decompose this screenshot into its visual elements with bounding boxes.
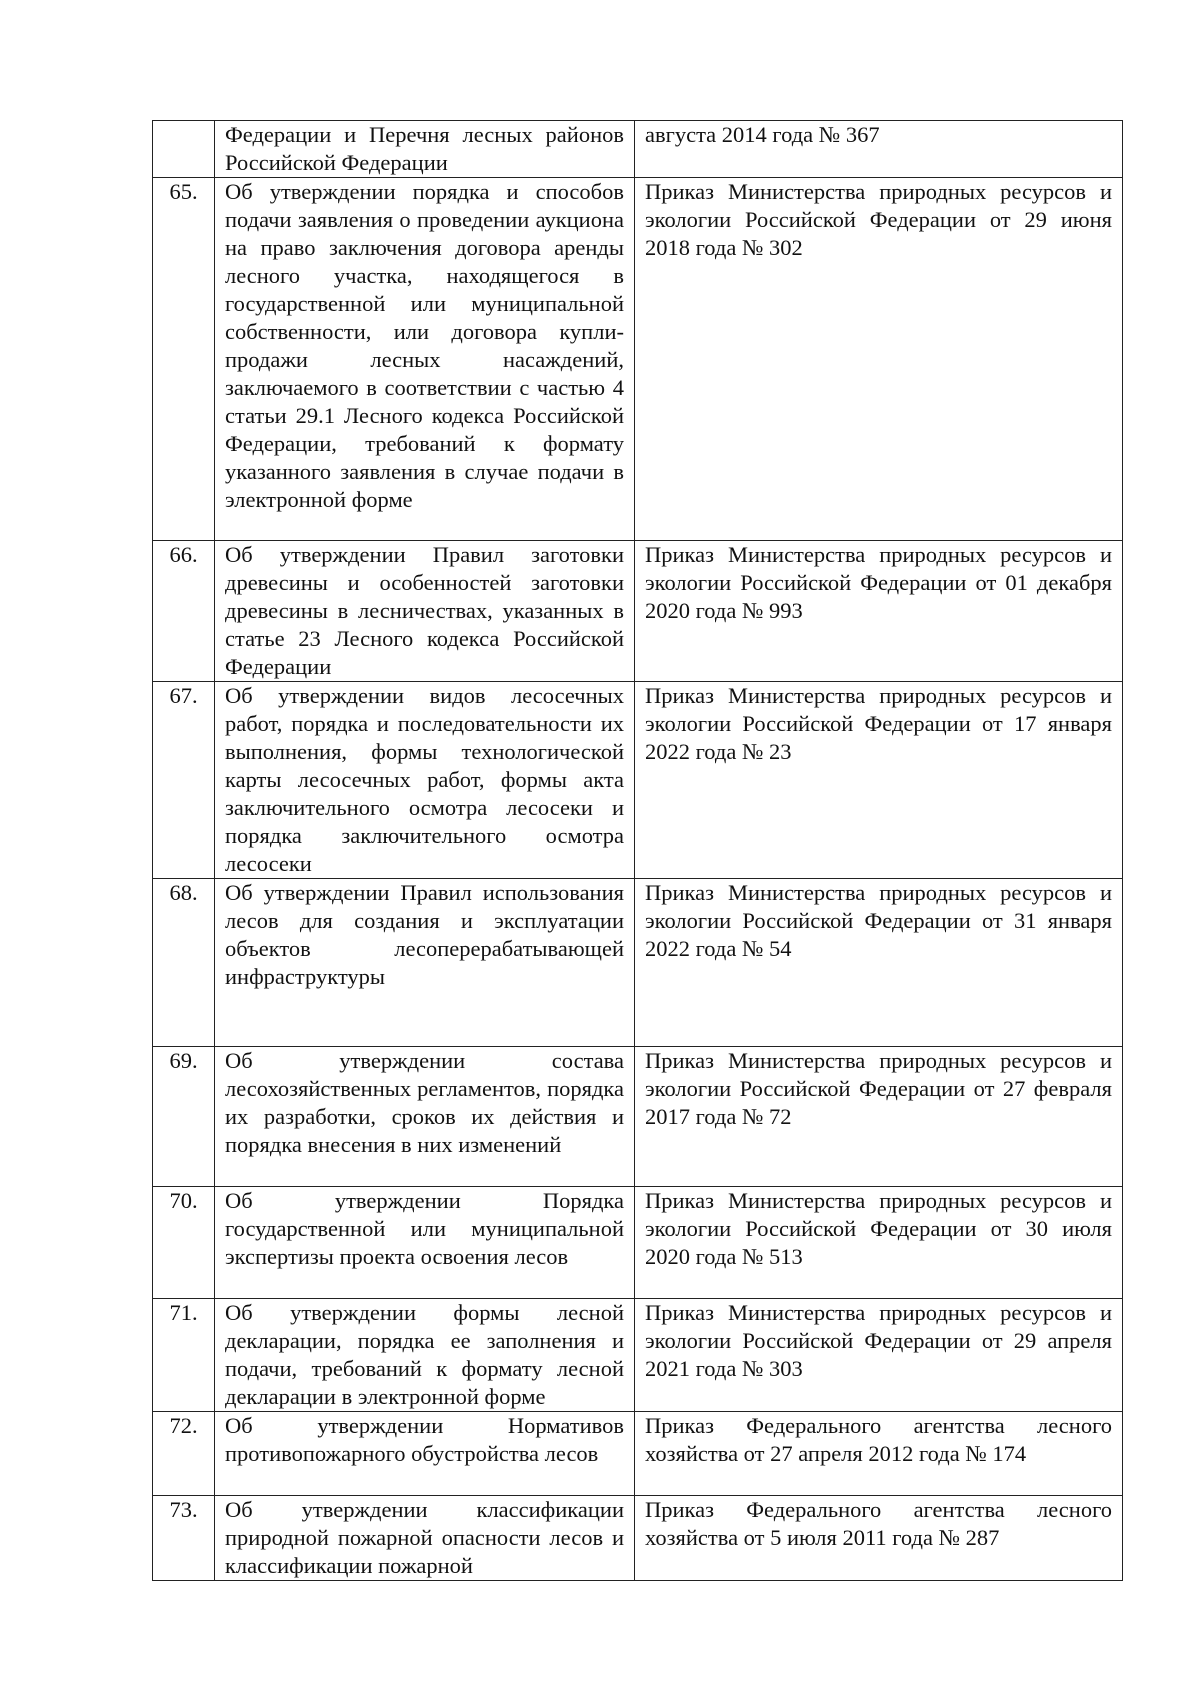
document-title: Об утверждении Правил использования лесов для создания и эксплуатации объектов лесоперерабатывающей инфраструктуры [215, 879, 635, 1047]
document-title: Об утверждении Правил заготовки древесины и особенностей заготовки древесины в лесничествах, указанных в статье 23 Лесного кодекса Российской Федерации [215, 541, 635, 682]
document-reference: Приказ Министерства природных ресурсов и экологии Российской Федерации от 30 июля 2020 года № 513 [635, 1187, 1123, 1299]
document-reference: Приказ Министерства природных ресурсов и экологии Российской Федерации от 27 февраля 2017 года № 72 [635, 1047, 1123, 1187]
row-number: 69. [153, 1047, 215, 1187]
document-title: Федерации и Перечня лесных районов Российской Федерации [215, 121, 635, 178]
row-number: 66. [153, 541, 215, 682]
table-row [153, 682, 1123, 879]
document-reference: Приказ Федерального агентства лесного хозяйства от 27 апреля 2012 года № 174 [635, 1412, 1123, 1496]
row-number: 71. [153, 1299, 215, 1412]
document-reference: Приказ Министерства природных ресурсов и экологии Российской Федерации от 29 июня 2018 года № 302 [635, 178, 1123, 541]
table-row [153, 1187, 1123, 1299]
table-row [153, 121, 1123, 178]
regulations-table [152, 120, 1123, 1581]
table-row [153, 541, 1123, 682]
document-reference: Приказ Министерства природных ресурсов и экологии Российской Федерации от 29 апреля 2021 года № 303 [635, 1299, 1123, 1412]
table-row [153, 1496, 1123, 1581]
row-number: 73. [153, 1496, 215, 1581]
document-title: Об утверждении Порядка государственной или муниципальной экспертизы проекта освоения лесов [215, 1187, 635, 1299]
document-reference: Приказ Министерства природных ресурсов и экологии Российской Федерации от 31 января 2022 года № 54 [635, 879, 1123, 1047]
document-reference: Приказ Министерства природных ресурсов и экологии Российской Федерации от 01 декабря 2020 года № 993 [635, 541, 1123, 682]
document-title: Об утверждении классификации природной пожарной опасности лесов и классификации пожарной [215, 1496, 635, 1581]
document-title: Об утверждении видов лесосечных работ, порядка и последовательности их выполнения, формы технологической карты лесосечных работ, формы акта заключительного осмотра лесосеки и порядка заключительного осмотра лесосеки [215, 682, 635, 879]
document-title: Об утверждении формы лесной декларации, порядка ее заполнения и подачи, требований к формату лесной декларации в электронной форме [215, 1299, 635, 1412]
row-number: 67. [153, 682, 215, 879]
document-title: Об утверждении порядка и способов подачи заявления о проведении аукциона на право заключения договора аренды лесного участка, находящегося в государственной или муниципальной собственности, или договора купли-продажи лесных насаждений, заключаемого в соответствии с частью 4 статьи 29.1 Лесного кодекса Российской Федерации, требований к формату указанного заявления в случае подачи в электронной форме [215, 178, 635, 541]
row-number: 65. [153, 178, 215, 541]
row-number: 68. [153, 879, 215, 1047]
table-row [153, 1299, 1123, 1412]
table-row [153, 1047, 1123, 1187]
document-title: Об утверждении Нормативов противопожарного обустройства лесов [215, 1412, 635, 1496]
document-reference: Приказ Федерального агентства лесного хозяйства от 5 июля 2011 года № 287 [635, 1496, 1123, 1581]
table-row [153, 879, 1123, 1047]
row-number: 72. [153, 1412, 215, 1496]
document-reference: Приказ Министерства природных ресурсов и экологии Российской Федерации от 17 января 2022 года № 23 [635, 682, 1123, 879]
document-reference: августа 2014 года № 367 [635, 121, 1123, 178]
row-number [153, 121, 215, 178]
table-row [153, 178, 1123, 541]
table-row [153, 1412, 1123, 1496]
document-title: Об утверждении состава лесохозяйственных регламентов, порядка их разработки, сроков их действия и порядка внесения в них изменений [215, 1047, 635, 1187]
row-number: 70. [153, 1187, 215, 1299]
